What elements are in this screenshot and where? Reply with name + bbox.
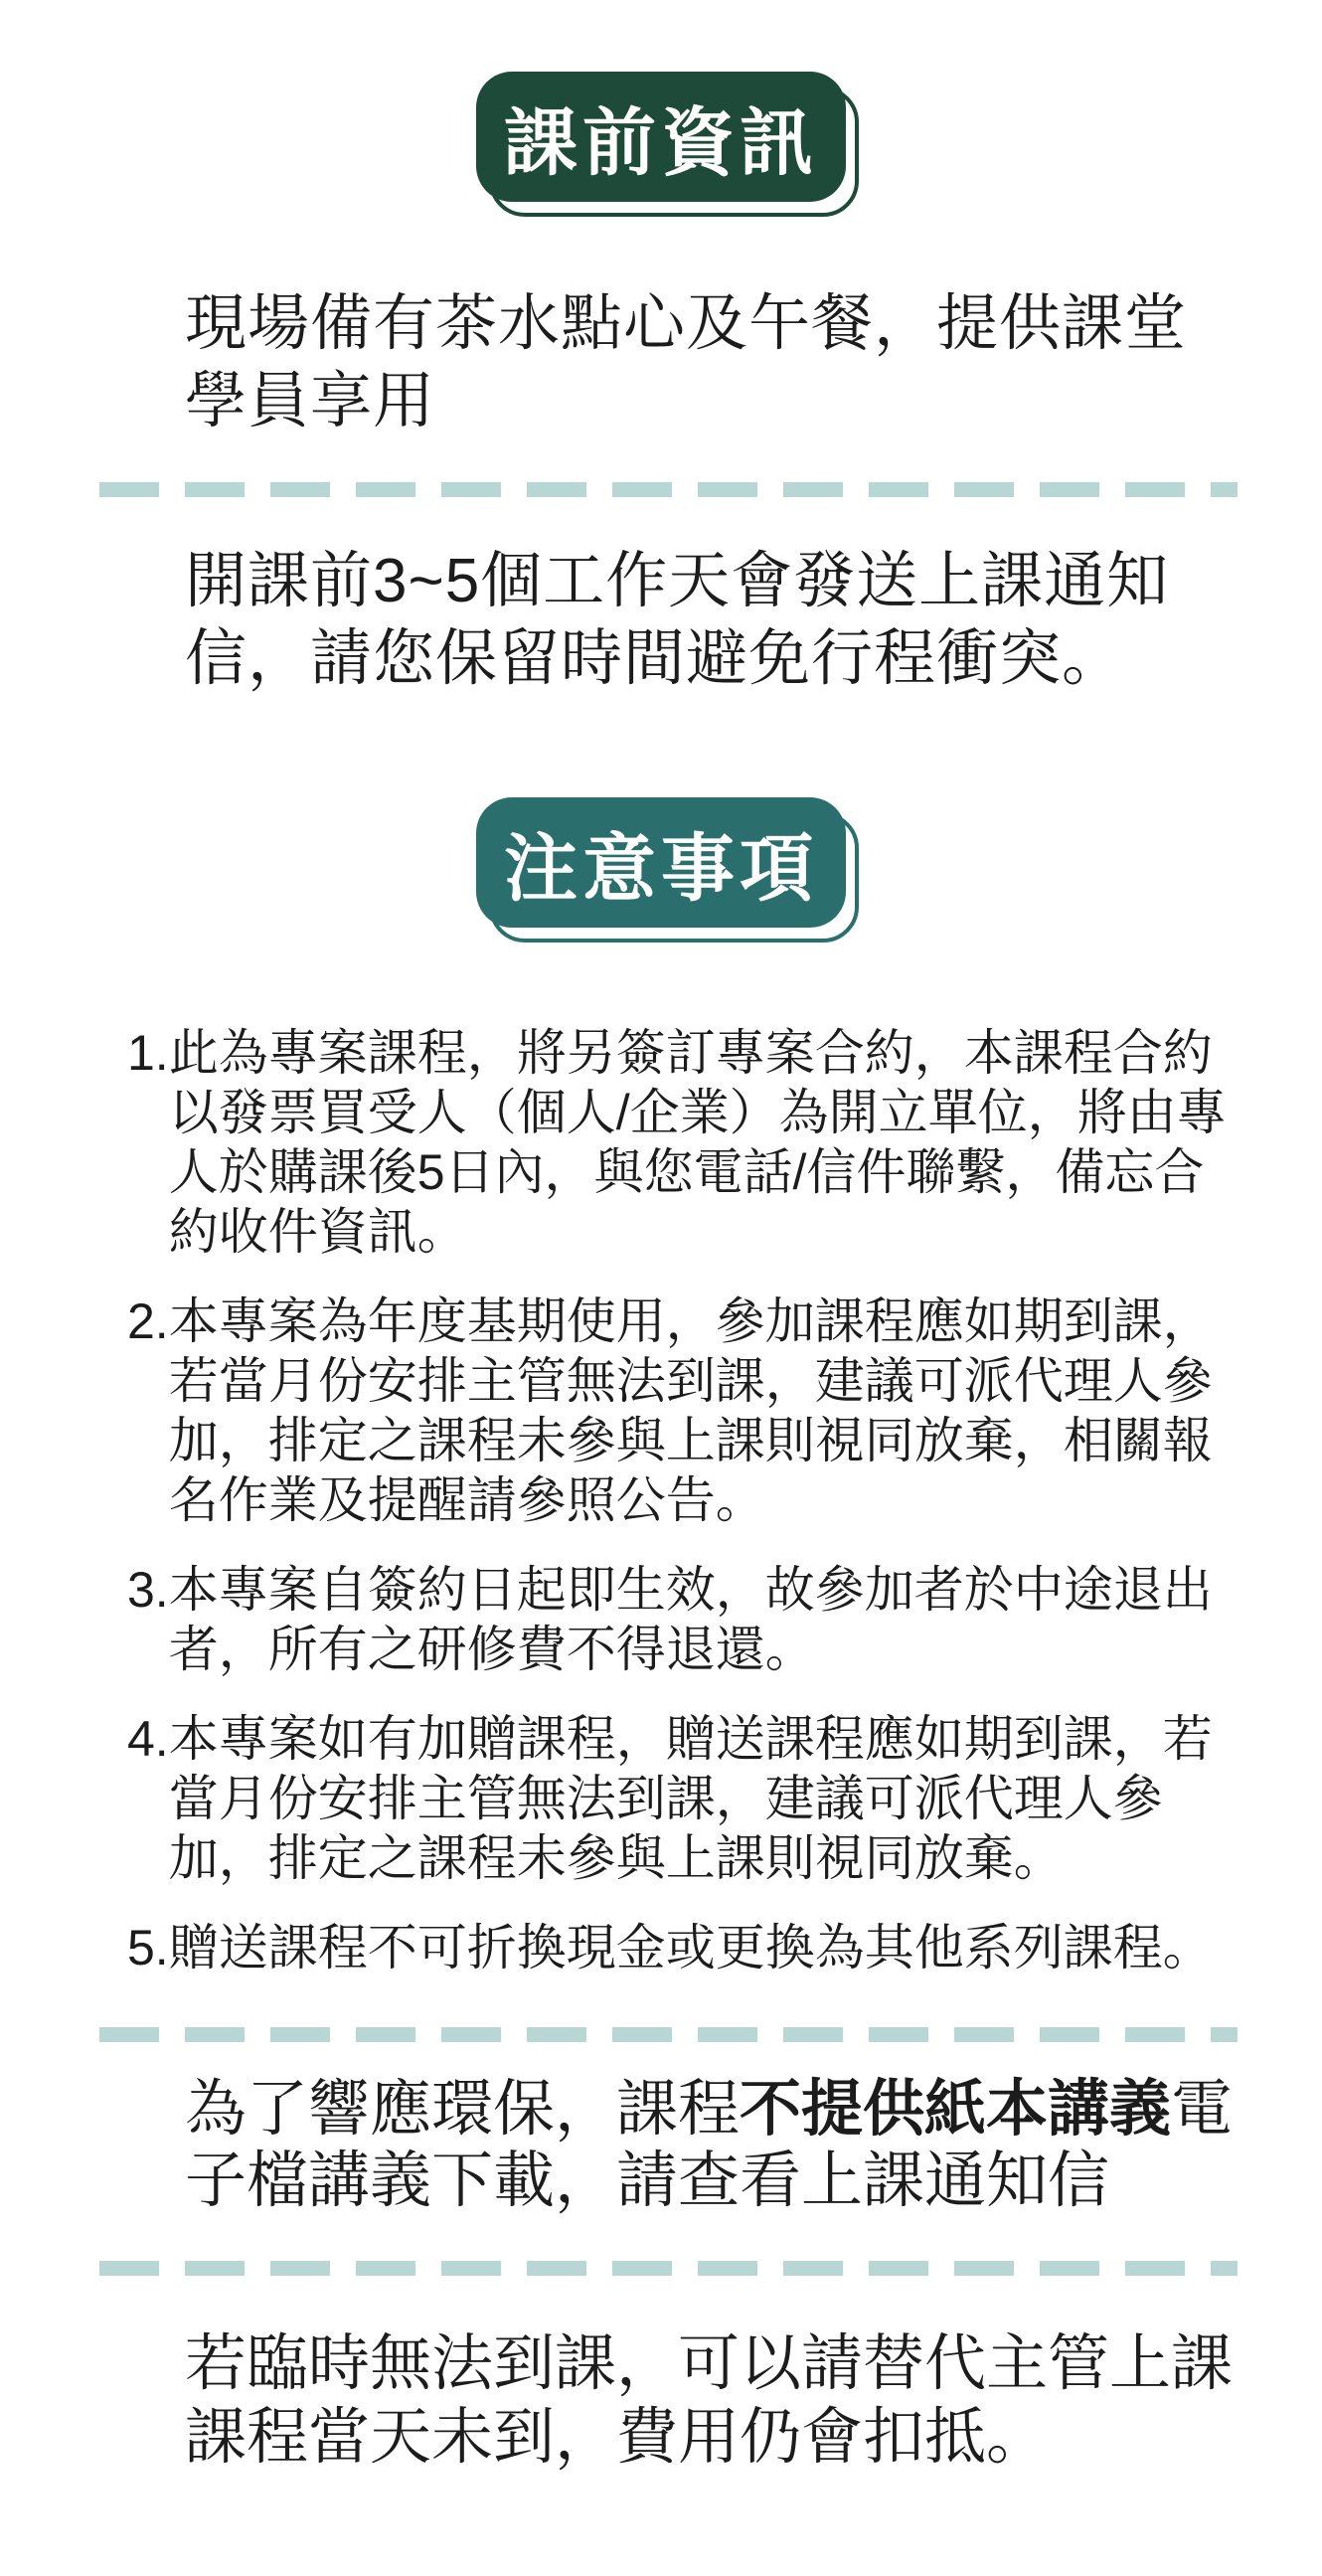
dashed-divider: [99, 482, 1238, 497]
dashed-divider: [99, 2027, 1238, 2042]
notice-item-1: [127, 1023, 1252, 1262]
dashed-divider: [99, 2261, 1238, 2276]
notice-item-number: 2.: [127, 1293, 169, 1349]
notice-item-5: [127, 1918, 1252, 1977]
notice-item-4: [127, 1709, 1252, 1888]
notice-badge-face: [476, 797, 846, 928]
preclass-badge: [476, 72, 846, 202]
refreshments-paragraph: 現場備有茶水點心及午餐，提供課堂學員享用: [185, 289, 1188, 435]
notice-list: [0, 1023, 1322, 1977]
notification-paragraph: 開課前3~5個工作天會發送上課通知信，請您保留時間避免行程衝突。: [185, 547, 1170, 693]
notice-item-number: 1.: [127, 1025, 169, 1081]
eco-paragraph: [0, 2074, 1322, 2217]
notice-badge: [476, 797, 846, 928]
notice-item-text: 本專案如有加贈課程，贈送課程應如期到課，若當月份安排主管無法到課，建議可派代理人參加，排定之課程未參與上課則視同放棄。: [168, 1711, 1213, 1886]
notice-item-text: 贈送課程不可折換現金或更換為其他系列課程。: [168, 1920, 1213, 1975]
notice-item-number: 4.: [127, 1711, 169, 1767]
notice-item-text: 本專案為年度基期使用，參加課程應如期到課，若當月份安排主管無法到課，建議可派代理人參加，排定之課程未參與上課則視同放棄，相關報名作業及提醒請參照公告。: [168, 1293, 1213, 1528]
notice-item-text: 本專案自簽約日起即生效，故參加者於中途退出者，所有之研修費不得退還。: [168, 1562, 1213, 1677]
notice-badge-label: 注意事項: [504, 826, 818, 910]
preclass-badge-face: [476, 72, 846, 202]
substitute-paragraph: 若臨時無法到課，可以請替代主管上課課程當天未到，費用仍會扣抵。: [185, 2329, 1234, 2472]
notice-item-text: 此為專案課程，將另簽訂專案合約，本課程合約以發票買受人（個人/企業）為開立單位，將由專人於購課後5日內，與您電話/信件聯繫，備忘合約收件資訊。: [168, 1025, 1227, 1260]
eco-text-bold: 不提供紙本講義: [740, 2075, 1172, 2144]
notice-item-3: [127, 1560, 1252, 1679]
preclass-badge-label: 課前資訊: [504, 100, 818, 184]
notice-item-2: [127, 1291, 1252, 1530]
eco-text-suffix: 電子檔講義下載，請查看上課通知信: [185, 2075, 1234, 2215]
notice-item-number: 5.: [127, 1920, 169, 1975]
eco-text-prefix: 為了響應環保，課程: [185, 2075, 741, 2144]
notice-item-number: 3.: [127, 1562, 169, 1618]
